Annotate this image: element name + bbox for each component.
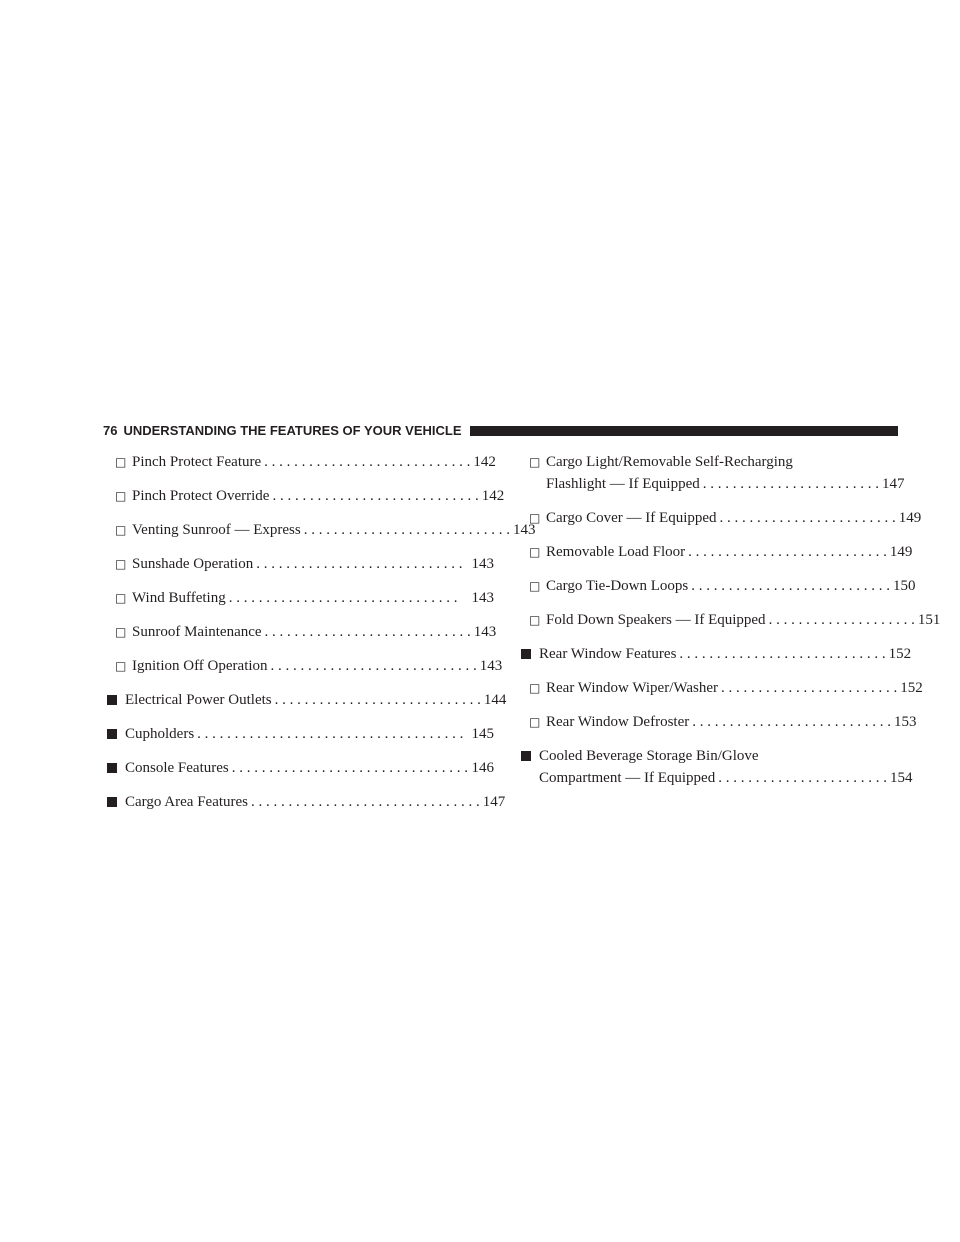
dot-leader: . . . . . . . . . . . . . . . . . . . . . . . . . . . . [256, 556, 463, 572]
dot-leader: . . . . . . . . . . . . . . . . . . . . . . . . [702, 476, 879, 492]
toc-entry-page: 142 [481, 488, 505, 504]
filled-square-bullet-icon [521, 751, 531, 761]
toc-entry-page: 145 [471, 726, 494, 742]
square-bullet-icon: □ [529, 681, 541, 695]
toc-entry-page: 153 [894, 714, 917, 730]
square-bullet-icon: □ [115, 557, 127, 571]
square-bullet-icon: □ [529, 455, 541, 469]
toc-right-column [521, 451, 941, 801]
dot-leader: . . . . . . . . . . . . . . . . . . . . . . . . . . . . [264, 454, 471, 470]
toc-entry-label: Cargo Tie-Down Loops [546, 578, 689, 594]
toc-entry[interactable] [107, 587, 494, 609]
toc-entry-page: 149 [889, 544, 913, 560]
section-title: UNDERSTANDING THE FEATURES OF YOUR VEHICLE [123, 422, 462, 438]
filled-square-bullet-icon [107, 695, 117, 705]
dot-leader: . . . . . . . . . . . . . . . . . . . . . . . . . . . . [264, 624, 471, 640]
toc-entry-label: Console Features [125, 760, 229, 776]
toc-entry[interactable] [107, 485, 505, 507]
toc-entry[interactable] [107, 519, 536, 541]
toc-entry[interactable] [107, 689, 507, 711]
dot-leader: . . . . . . . . . . . . . . . . . . . . . . . [718, 770, 887, 786]
square-bullet-icon: □ [529, 613, 541, 627]
toc-entry-label: Pinch Protect Override [132, 488, 270, 504]
dot-leader: . . . . . . . . . . . . . . . . . . . . [768, 612, 915, 628]
toc-entry-page: 152 [900, 680, 923, 696]
toc-entry-label: Fold Down Speakers — If Equipped [546, 612, 766, 628]
toc-entry-page: 151 [917, 612, 941, 628]
toc-entry-page: 143 [473, 624, 497, 640]
dot-leader: . . . . . . . . . . . . . . . . . . . . . . . . . . . [691, 578, 890, 594]
toc-entry[interactable] [521, 541, 913, 563]
toc-entry-label: Rear Window Defroster [546, 714, 690, 730]
toc-entry-label: Cupholders [125, 726, 195, 742]
toc-entry-page: 143 [471, 590, 494, 606]
toc-entry[interactable] [521, 677, 923, 699]
toc-entry-page: 144 [483, 692, 507, 708]
dot-leader: . . . . . . . . . . . . . . . . . . . . . . . . . . . . . . . . . . . . [197, 726, 464, 742]
dot-leader: . . . . . . . . . . . . . . . . . . . . . . . . [719, 510, 896, 526]
dot-leader: . . . . . . . . . . . . . . . . . . . . . . . . . . . . . . . [228, 590, 458, 606]
dot-leader: . . . . . . . . . . . . . . . . . . . . . . . . . . . . [270, 658, 477, 674]
dot-leader: . . . . . . . . . . . . . . . . . . . . . . . . . . . . [274, 692, 481, 708]
toc-entry[interactable] [521, 711, 917, 733]
dot-leader: . . . . . . . . . . . . . . . . . . . . . . . . . . . [688, 544, 887, 560]
square-bullet-icon: □ [115, 455, 127, 469]
toc-entry[interactable] [107, 655, 503, 677]
toc-entry-label: Cargo Cover — If Equipped [546, 510, 717, 526]
toc-entry[interactable] [107, 451, 494, 473]
filled-square-bullet-icon [107, 797, 117, 807]
toc-entry-page: 147 [482, 794, 506, 810]
toc-entry[interactable] [521, 575, 916, 597]
toc-entry-label: Compartment — If Equipped [539, 770, 716, 786]
toc-entry[interactable] [521, 451, 905, 495]
toc-entry[interactable] [521, 745, 913, 789]
square-bullet-icon: □ [115, 659, 127, 673]
dot-leader: . . . . . . . . . . . . . . . . . . . . . . . . . . . . [303, 522, 510, 538]
toc-entry-page: 146 [471, 760, 494, 776]
toc-entry-page: 149 [898, 510, 922, 526]
toc-entry-label: Sunroof Maintenance [132, 624, 262, 640]
square-bullet-icon: □ [529, 715, 541, 729]
toc-entry-label: Wind Buffeting [132, 590, 226, 606]
toc-entry-label: Rear Window Features [539, 646, 677, 662]
toc-entry[interactable] [521, 609, 941, 631]
page-header [103, 420, 898, 440]
toc-entry[interactable] [107, 553, 494, 575]
toc-entry-label-line1: Cargo Light/Removable Self-Recharging [546, 454, 793, 470]
dot-leader: . . . . . . . . . . . . . . . . . . . . . . . . . . . . [679, 646, 886, 662]
toc-entry[interactable] [107, 621, 497, 643]
square-bullet-icon: □ [115, 591, 127, 605]
header-rule [470, 426, 899, 436]
toc-entry-page: 147 [882, 476, 905, 492]
square-bullet-icon: □ [529, 511, 541, 525]
toc-entry-label-line1: Cooled Beverage Storage Bin/Glove [539, 748, 759, 764]
page-number: 76 [103, 422, 118, 438]
toc-entry[interactable] [521, 643, 912, 665]
toc-left-column [107, 451, 536, 825]
toc-entry-label: Flashlight — If Equipped [546, 476, 700, 492]
square-bullet-icon: □ [115, 489, 127, 503]
toc-entry-page: 143 [513, 522, 536, 538]
square-bullet-icon: □ [115, 625, 127, 639]
toc-entry-label: Sunshade Operation [132, 556, 254, 572]
toc-entry-page: 143 [479, 658, 503, 674]
toc-entry-page: 143 [471, 556, 494, 572]
toc-entry[interactable] [521, 507, 922, 529]
toc-entry-label: Ignition Off Operation [132, 658, 268, 674]
square-bullet-icon: □ [115, 523, 127, 537]
filled-square-bullet-icon [521, 649, 531, 659]
filled-square-bullet-icon [107, 763, 117, 773]
dot-leader: . . . . . . . . . . . . . . . . . . . . . . . . . . . [692, 714, 891, 730]
toc-entry-label: Venting Sunroof — Express [132, 522, 301, 538]
square-bullet-icon: □ [529, 545, 541, 559]
toc-entry-page: 150 [893, 578, 916, 594]
toc-entry-label: Removable Load Floor [546, 544, 686, 560]
filled-square-bullet-icon [107, 729, 117, 739]
dot-leader: . . . . . . . . . . . . . . . . . . . . . . . . . . . . . . . . [231, 760, 468, 776]
toc-entry-label: Pinch Protect Feature [132, 454, 262, 470]
dot-leader: . . . . . . . . . . . . . . . . . . . . . . . . [720, 680, 898, 696]
toc-entry[interactable] [107, 791, 506, 813]
dot-leader: . . . . . . . . . . . . . . . . . . . . . . . . . . . . . . . [251, 794, 480, 810]
toc-entry-label: Electrical Power Outlets [125, 692, 272, 708]
toc-entry[interactable] [107, 757, 494, 779]
toc-entry[interactable] [107, 723, 494, 745]
toc-entry-page: 142 [473, 454, 496, 470]
toc-entry-label: Rear Window Wiper/Washer [546, 680, 718, 696]
toc-entry-page: 152 [888, 646, 912, 662]
dot-leader: . . . . . . . . . . . . . . . . . . . . . . . . . . . . [272, 488, 479, 504]
square-bullet-icon: □ [529, 579, 541, 593]
toc-entry-label: Cargo Area Features [125, 794, 249, 810]
toc-entry-page: 154 [889, 770, 913, 786]
